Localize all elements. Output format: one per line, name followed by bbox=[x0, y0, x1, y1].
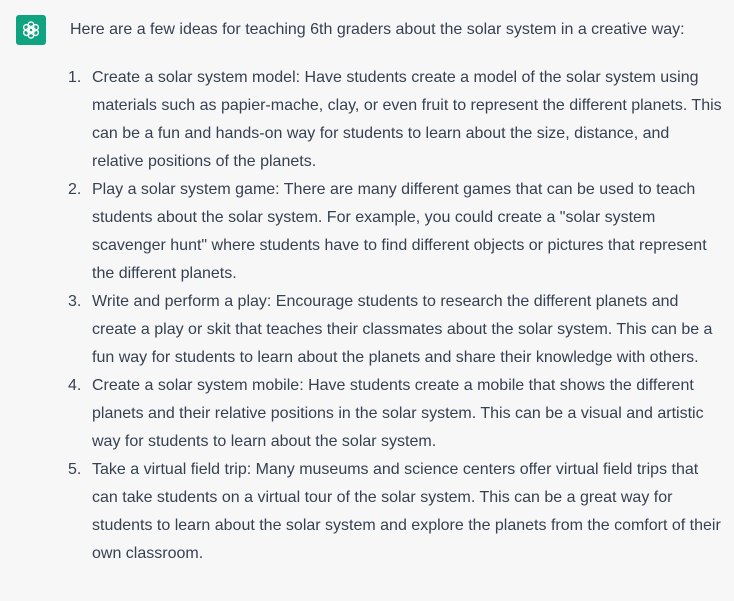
list-item-text: Play a solar system game: There are many different games that can be used to teach students about the solar system. For example, you could create a "solar system scavenger hunt" where students have to find different objects or pictures that represent the different planets. bbox=[92, 181, 707, 282]
list-item bbox=[70, 456, 722, 568]
list-item-text: Write and perform a play: Encourage students to research the different planets and create a play or skit that teaches their classmates about the solar system. This can be a fun way for students to learn about the planets and share their knowledge with others. bbox=[92, 293, 713, 366]
list-item bbox=[70, 64, 722, 176]
list-item-number: 2. bbox=[68, 181, 82, 198]
list-item-number: 1. bbox=[68, 69, 82, 86]
ideas-list bbox=[70, 64, 722, 568]
list-item bbox=[70, 372, 722, 456]
list-item-number: 5. bbox=[68, 461, 82, 478]
list-item-text: Create a solar system model: Have students create a model of the solar system using materials such as papier-mache, clay, or even fruit to represent the different planets. This can be a fun and hands-on way for students to learn about the size, distance, and relative positions of the planets. bbox=[92, 69, 722, 170]
openai-logo-icon bbox=[20, 19, 42, 41]
list-item-number: 3. bbox=[68, 293, 82, 310]
list-item bbox=[70, 176, 722, 288]
list-item-number: 4. bbox=[68, 377, 82, 394]
list-item-text: Take a virtual field trip: Many museums and science centers offer virtual field trips that can take students on a virtual tour of the solar system. This can be a great way for students to learn about the solar system and explore the planets from the comfort of their own classroom. bbox=[92, 461, 721, 562]
list-item bbox=[70, 288, 722, 372]
assistant-avatar bbox=[16, 15, 46, 45]
list-item-text: Create a solar system mobile: Have students create a mobile that shows the different planets and their relative positions in the solar system. This can be a visual and artistic way for students to learn about the solar system. bbox=[92, 377, 704, 450]
message-content bbox=[70, 16, 722, 568]
message-intro: Here are a few ideas for teaching 6th graders about the solar system in a creative way: bbox=[70, 21, 685, 38]
